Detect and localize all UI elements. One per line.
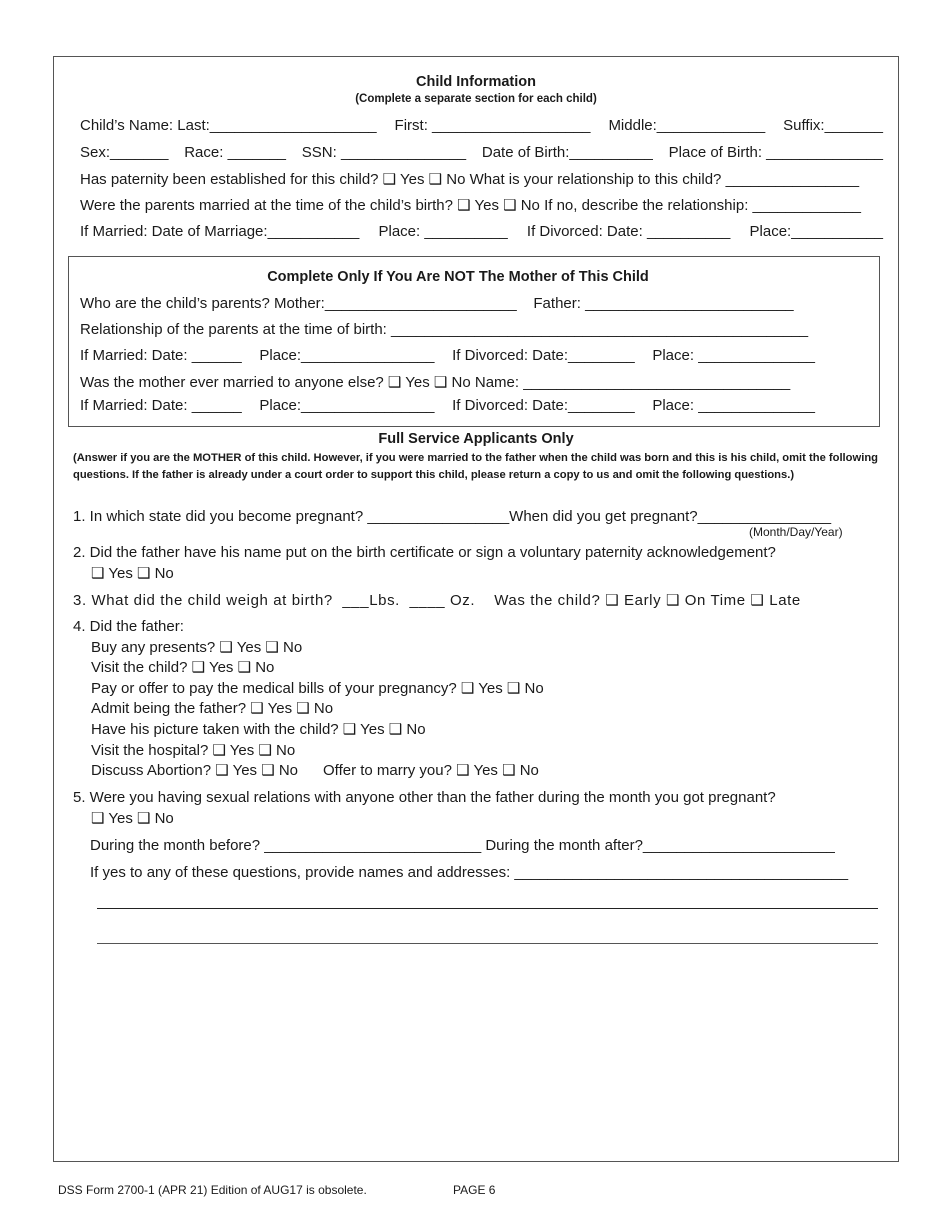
marriage-row[interactable] (80, 223, 883, 240)
q5-months-fields[interactable]: During the month before? __________________________ During the month after?_______________________ (90, 837, 835, 854)
dob-field[interactable]: Date of Birth:__________ (481, 144, 653, 161)
question-4: 4. Did the father: (73, 618, 184, 635)
child-parents-field[interactable]: Who are the child’s parents? Mother:_______________________ Father: _________________________ (80, 295, 794, 312)
question-5: 5. Were you having sexual relations with anyone other than the father during the month you got pregnant? (73, 789, 776, 806)
full-service-note: (Answer if you are the MOTHER of this child. However, if you were married to the father when the child was born and this is his child, omit the following questions. If the father is already under a court order to support this child, please return a copy to us and omit the following questions.) (73, 452, 878, 481)
question-5-options[interactable]: ❑ Yes ❑ No (91, 810, 174, 827)
child-info-title: Child Information (415, 74, 536, 90)
parents-married-question[interactable]: Were the parents married at the time of the child’s birth? ❑ Yes ❑ No If no, describe the relationship: _____________ (80, 197, 861, 214)
middle-name-field[interactable]: Middle:_____________ (608, 117, 766, 134)
mother-married-question[interactable]: Was the mother ever married to anyone else? ❑ Yes ❑ No Name: ________________________________ (80, 374, 791, 391)
answer-line-2[interactable] (97, 943, 878, 944)
date-format-hint: (Month/Day/Year) (749, 525, 843, 539)
not-mother-marriage-row-1[interactable] (80, 347, 815, 364)
married-place-field[interactable]: Place:________________ (259, 347, 435, 364)
child-info-subtitle: (Complete a separate section for each child) (355, 93, 597, 105)
q4-abortion-marry[interactable]: Discuss Abortion? ❑ Yes ❑ No Offer to marry you? ❑ Yes ❑ No (91, 762, 539, 779)
divorce-place-field[interactable]: Place:___________ (749, 223, 883, 240)
divorced-place-field[interactable]: Place: ______________ (652, 347, 815, 364)
divorced-date-field[interactable]: If Divorced: Date:________ (452, 397, 635, 414)
married-date-field[interactable]: If Married: Date: ______ (80, 397, 242, 414)
full-service-title: Full Service Applicants Only (378, 431, 574, 447)
q4-medical-bills[interactable]: Pay or offer to pay the medical bills of your pregnancy? ❑ Yes ❑ No (91, 680, 544, 697)
form-frame (53, 56, 899, 1162)
page-number: PAGE 6 (453, 1183, 496, 1197)
not-mother-marriage-row-2[interactable] (80, 397, 815, 414)
child-details-row[interactable] (80, 144, 883, 161)
q5-names-field[interactable]: If yes to any of these questions, provide names and addresses: ________________________________________ (90, 864, 849, 881)
q4-picture[interactable]: Have his picture taken with the child? ❑ Yes ❑ No (91, 721, 426, 738)
form-id: DSS Form 2700-1 (APR 21) Edition of AUG17 is obsolete. (58, 1183, 367, 1197)
divorced-date-field[interactable]: If Divorced: Date:________ (452, 347, 635, 364)
question-2-options[interactable]: ❑ Yes ❑ No (91, 565, 174, 582)
question-1[interactable]: 1. In which state did you become pregnant? _________________When did you get pregnant?________________ (73, 508, 832, 525)
question-3[interactable]: 3. What did the child weigh at birth? ___Lbs. ____ Oz. Was the child? ❑ Early ❑ On Time ❑ Late (73, 592, 801, 609)
not-mother-title: Complete Only If You Are NOT The Mother of This Child (267, 269, 649, 285)
married-place-field[interactable]: Place:________________ (259, 397, 435, 414)
q4-presents[interactable]: Buy any presents? ❑ Yes ❑ No (91, 639, 303, 656)
q4-visit-hospital[interactable]: Visit the hospital? ❑ Yes ❑ No (91, 742, 296, 759)
question-2: 2. Did the father have his name put on the birth certificate or sign a voluntary paternity acknowledgement? (73, 544, 776, 561)
ssn-field[interactable]: SSN: _______________ (301, 144, 467, 161)
last-name-field[interactable]: Child’s Name: Last:____________________ (80, 117, 377, 134)
sex-field[interactable]: Sex:_______ (80, 144, 169, 161)
place-of-birth-field[interactable]: Place of Birth: ______________ (668, 144, 883, 161)
married-date-field[interactable]: If Married: Date: ______ (80, 347, 242, 364)
paternity-question[interactable]: Has paternity been established for this child? ❑ Yes ❑ No What is your relationship to this child? ________________ (80, 171, 860, 188)
answer-line-1[interactable] (97, 908, 878, 909)
parents-relationship-field[interactable]: Relationship of the parents at the time of birth: __________________________________________________ (80, 321, 809, 338)
divorced-place-field[interactable]: Place: ______________ (652, 397, 815, 414)
race-field[interactable]: Race: _______ (184, 144, 286, 161)
marriage-place-field[interactable]: Place: __________ (378, 223, 508, 240)
q4-admit-father[interactable]: Admit being the father? ❑ Yes ❑ No (91, 700, 334, 717)
first-name-field[interactable]: First: ___________________ (394, 117, 591, 134)
marriage-date-field[interactable]: If Married: Date of Marriage:___________ (80, 223, 360, 240)
q4-visit-child[interactable]: Visit the child? ❑ Yes ❑ No (91, 659, 275, 676)
child-name-row[interactable] (80, 117, 883, 134)
suffix-field[interactable]: Suffix:_______ (783, 117, 883, 134)
divorce-date-field[interactable]: If Divorced: Date: __________ (526, 223, 731, 240)
